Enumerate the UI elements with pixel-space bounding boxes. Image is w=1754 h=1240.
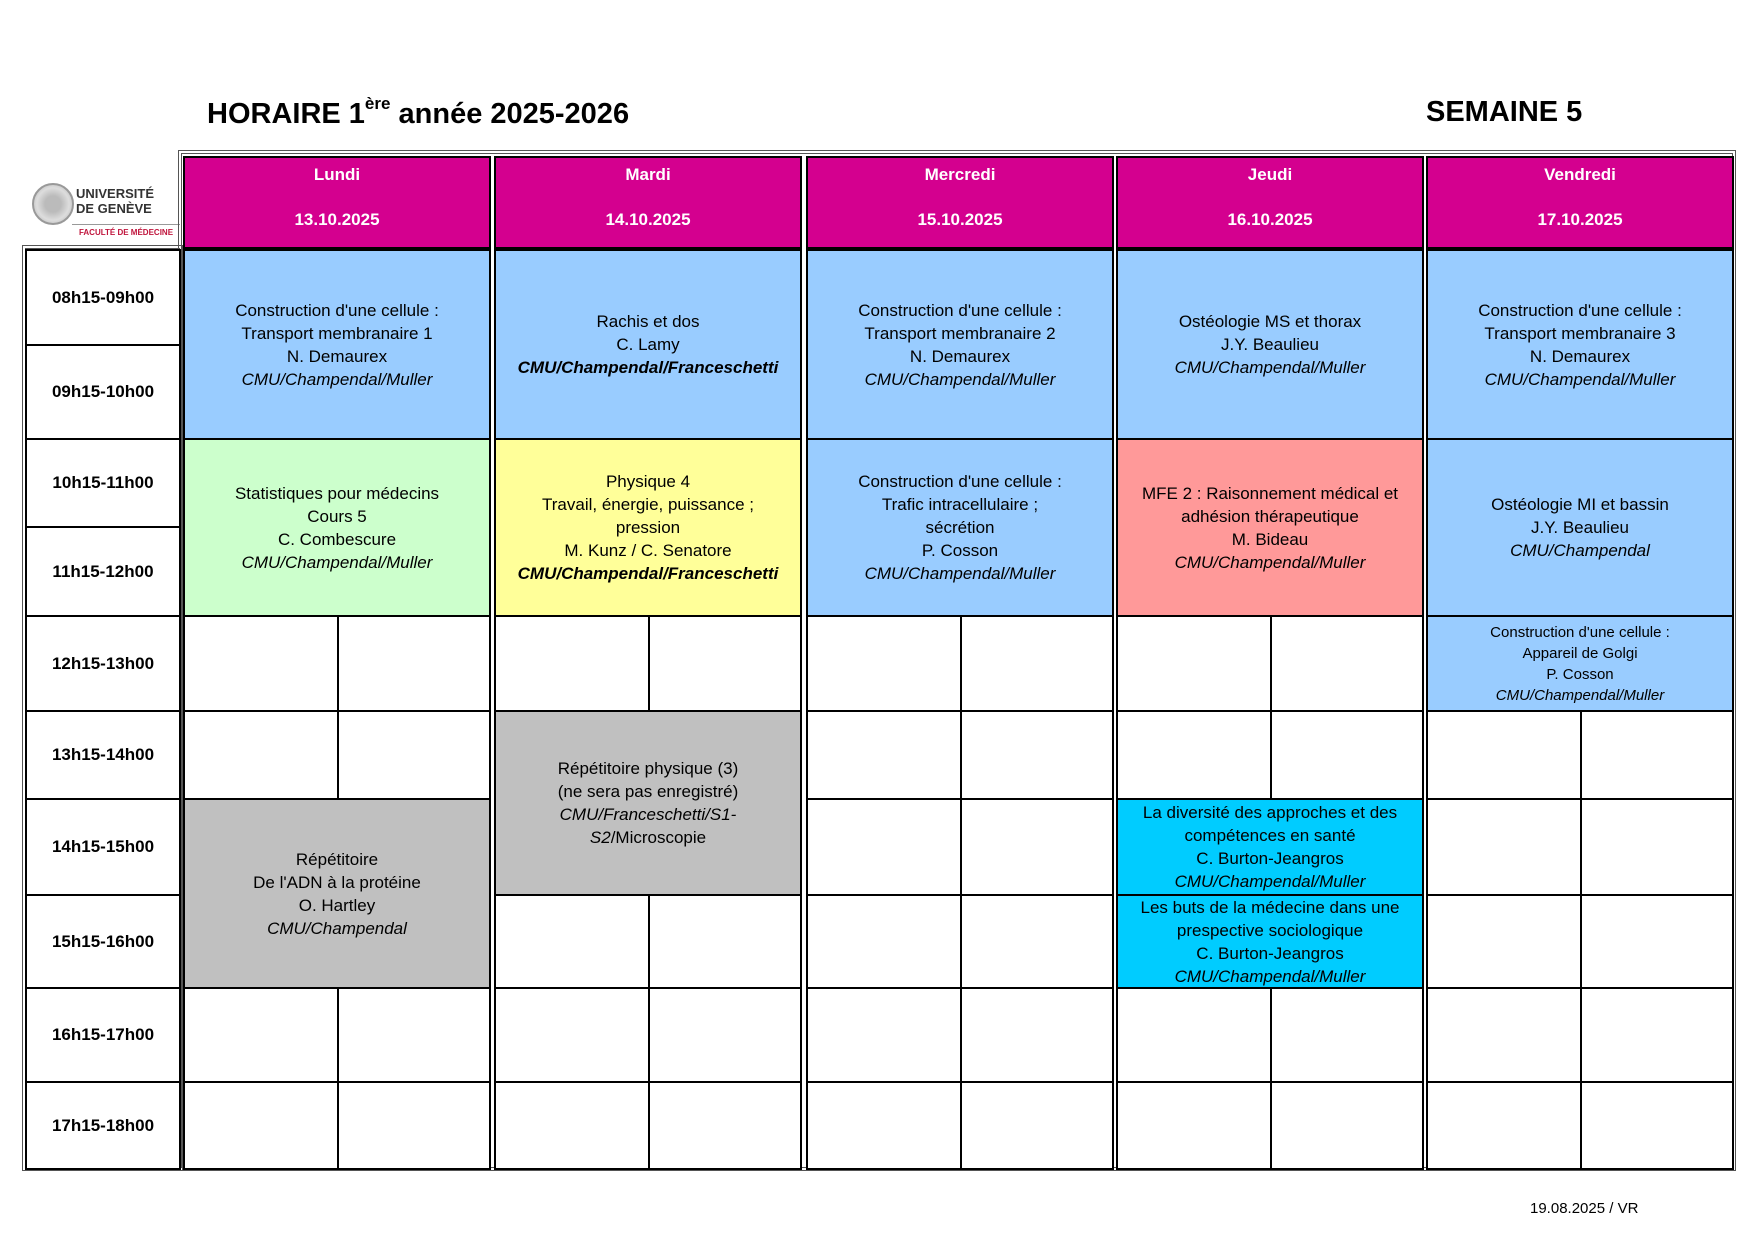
- course-line: [242, 551, 433, 574]
- day-header: Vendredi: [1426, 156, 1734, 194]
- course-text: De l'ADN à la protéine: [253, 872, 421, 892]
- course-text: Construction d'une cellule :: [235, 300, 439, 320]
- course-line: [235, 299, 439, 322]
- course-line: [1546, 664, 1613, 685]
- course-line: [1141, 896, 1400, 919]
- course-line: [1175, 965, 1366, 988]
- course-text: /Microscopie: [610, 828, 707, 847]
- course-line: [926, 516, 995, 539]
- date-header: 14.10.2025: [494, 192, 802, 249]
- course-block[interactable]: [183, 798, 491, 989]
- empty-slot[interactable]: [183, 710, 491, 800]
- course-text: P. Cosson: [1546, 665, 1614, 683]
- course-line: [278, 528, 396, 551]
- course-line: [241, 322, 432, 345]
- empty-slot[interactable]: [1116, 615, 1424, 712]
- time-slot-label: 16h15-17h00: [25, 987, 181, 1083]
- course-text: Statistiques pour médecins: [234, 483, 440, 503]
- course-text: M. Kunz / C. Senatore: [564, 541, 732, 560]
- course-line: [1175, 870, 1366, 893]
- course-text: compétences en santé: [1184, 826, 1356, 845]
- empty-slot[interactable]: [806, 615, 1114, 712]
- slot-divider: [1270, 617, 1272, 710]
- course-text: O. Hartley: [298, 895, 376, 915]
- slot-divider: [337, 1083, 339, 1168]
- course-text: C. Combescure: [277, 529, 397, 549]
- course-line: [616, 333, 679, 356]
- empty-slot[interactable]: [494, 987, 802, 1083]
- date-header: 16.10.2025: [1116, 192, 1424, 249]
- course-text: Transport membranaire 3: [1484, 323, 1676, 343]
- course-text: P. Cosson: [921, 541, 999, 560]
- course-text: CMU/Champendal/Muller: [1174, 552, 1366, 572]
- empty-slot[interactable]: [1116, 987, 1424, 1083]
- empty-slot[interactable]: [183, 615, 491, 712]
- slot-divider: [960, 617, 962, 710]
- course-text: La diversité des approches et des: [1142, 803, 1398, 822]
- course-text: CMU/Champendal/Muller: [1174, 872, 1366, 891]
- course-text: J.Y. Beaulieu: [1531, 518, 1629, 537]
- slot-divider: [960, 989, 962, 1081]
- course-text: CMU/Champendal: [267, 918, 407, 938]
- course-line: [865, 562, 1056, 585]
- course-line: [299, 894, 376, 917]
- course-line: [858, 299, 1062, 322]
- course-line: [1175, 551, 1366, 574]
- course-text: Appareil de Golgi: [1522, 644, 1638, 662]
- day-header: Jeudi: [1116, 156, 1424, 194]
- empty-slot[interactable]: [1426, 1081, 1734, 1170]
- course-text: prespective sociologique: [1176, 920, 1364, 940]
- course-text: Trafic intracellulaire ;: [881, 495, 1039, 514]
- course-text: N. Demaurex: [1529, 346, 1631, 366]
- course-block[interactable]: [1116, 894, 1424, 989]
- course-line: [1175, 356, 1366, 379]
- course-block[interactable]: [494, 438, 802, 617]
- empty-slot[interactable]: [1116, 710, 1424, 800]
- course-text: CMU/Champendal: [1510, 541, 1650, 560]
- course-line: [910, 345, 1010, 368]
- course-text: Transport membranaire 1: [241, 323, 433, 343]
- course-block[interactable]: [494, 249, 802, 440]
- time-slot-label: 15h15-16h00: [25, 894, 181, 989]
- slot-divider: [1270, 1083, 1272, 1168]
- empty-slot[interactable]: [1426, 987, 1734, 1083]
- course-text: CMU/Champendal/Muller: [864, 369, 1056, 389]
- course-text: M. Bideau: [1231, 529, 1309, 549]
- course-block[interactable]: [806, 438, 1114, 617]
- course-line: [865, 368, 1056, 391]
- course-line: [287, 345, 387, 368]
- course-text: S2: [589, 828, 611, 847]
- slot-divider: [1270, 712, 1272, 798]
- day-header: Mercredi: [806, 156, 1114, 194]
- course-line: [1221, 333, 1319, 356]
- slot-divider: [1580, 989, 1582, 1081]
- course-text: CMU/Champendal/Muller: [1174, 966, 1366, 986]
- course-text: Cours 5: [307, 506, 367, 526]
- date-header: 15.10.2025: [806, 192, 1114, 249]
- time-slot-label: 12h15-13h00: [25, 615, 181, 712]
- course-line: [235, 482, 439, 505]
- course-line: [1490, 622, 1670, 643]
- course-line: [1496, 685, 1664, 706]
- course-text: CMU/Champendal/Franceschetti: [517, 564, 779, 583]
- course-text: Rachis et dos: [596, 312, 700, 331]
- time-slot-label: 10h15-11h00: [25, 438, 181, 528]
- course-line: [296, 848, 378, 871]
- empty-slot[interactable]: [806, 894, 1114, 989]
- slot-divider: [1270, 989, 1272, 1081]
- course-text: Travail, énergie, puissance ;: [542, 495, 754, 514]
- slot-divider: [1580, 1083, 1582, 1168]
- course-line: [597, 310, 700, 333]
- course-block[interactable]: [1116, 798, 1424, 896]
- slot-divider: [1580, 896, 1582, 987]
- time-slot-label: 11h15-12h00: [25, 526, 181, 617]
- course-text: Physique 4: [605, 472, 691, 491]
- course-line: [560, 803, 737, 826]
- course-line: [590, 826, 706, 849]
- course-line: [1531, 516, 1629, 539]
- time-slot-label: 13h15-14h00: [25, 710, 181, 800]
- date-header: 13.10.2025: [183, 192, 491, 249]
- course-text: Construction d'une cellule :: [1478, 300, 1682, 320]
- course-text: pression: [615, 518, 681, 537]
- title-superscript: ère: [364, 94, 391, 113]
- course-line: [606, 470, 690, 493]
- empty-slot[interactable]: [494, 894, 802, 989]
- course-text: adhésion thérapeutique: [1181, 506, 1359, 526]
- course-text: J.Y. Beaulieu: [1221, 335, 1319, 354]
- course-line: [1232, 528, 1309, 551]
- time-slot-label: 17h15-18h00: [25, 1081, 181, 1170]
- page-title: [207, 94, 630, 131]
- course-block[interactable]: [1116, 249, 1424, 440]
- course-text: CMU/Champendal/Muller: [241, 552, 433, 572]
- slot-divider: [960, 712, 962, 798]
- course-line: [518, 562, 779, 585]
- course-line: [564, 539, 731, 562]
- course-line: [518, 356, 779, 379]
- course-line: [242, 368, 433, 391]
- course-line: [558, 780, 738, 803]
- seal-icon: [32, 183, 74, 225]
- course-line: [1196, 847, 1343, 870]
- course-block[interactable]: [1426, 438, 1734, 617]
- course-line: [1181, 505, 1359, 528]
- course-text: C. Lamy: [616, 335, 680, 354]
- course-line: [1484, 322, 1675, 345]
- course-line: [1179, 310, 1361, 333]
- course-block[interactable]: [1426, 249, 1734, 440]
- empty-slot[interactable]: [1426, 798, 1734, 896]
- empty-slot[interactable]: [1426, 894, 1734, 989]
- course-text: N. Demaurex: [909, 346, 1011, 366]
- course-text: MFE 2 : Raisonnement médical et: [1141, 483, 1399, 503]
- time-slot-label: 08h15-09h00: [25, 249, 181, 346]
- course-line: [1530, 345, 1630, 368]
- slot-divider: [648, 617, 650, 710]
- course-text: Ostéologie MS et thorax: [1178, 312, 1362, 331]
- slot-divider: [337, 989, 339, 1081]
- course-line: [1177, 919, 1363, 942]
- logo-line2: DE GENÈVE: [76, 201, 152, 216]
- course-block[interactable]: [183, 249, 491, 440]
- course-line: [1184, 824, 1355, 847]
- slot-divider: [960, 1083, 962, 1168]
- course-block[interactable]: [494, 710, 802, 896]
- course-line: [1485, 368, 1676, 391]
- slot-divider: [960, 800, 962, 894]
- logo-line1: UNIVERSITÉ: [76, 186, 155, 201]
- course-text: CMU/Champendal/Muller: [1174, 358, 1366, 377]
- course-text: Construction d'une cellule :: [858, 472, 1062, 491]
- course-text: Construction d'une cellule :: [1490, 623, 1670, 641]
- course-line: [864, 322, 1055, 345]
- course-text: C. Burton-Jeangros: [1196, 943, 1344, 963]
- course-text: Les buts de la médecine dans une: [1140, 897, 1400, 917]
- course-line: [1510, 539, 1650, 562]
- title-main: HORAIRE 1: [207, 98, 365, 130]
- university-logo: [30, 180, 180, 240]
- course-line: [1142, 482, 1398, 505]
- course-text: sécrétion: [925, 518, 995, 537]
- course-text: CMU/Champendal/Muller: [864, 564, 1056, 583]
- course-text: Ostéologie MI et bassin: [1491, 495, 1669, 514]
- empty-slot[interactable]: [806, 1081, 1114, 1170]
- slot-divider: [648, 896, 650, 987]
- course-line: [922, 539, 998, 562]
- course-text: CMU/Champendal/Franceschetti: [517, 358, 779, 377]
- empty-slot[interactable]: [183, 1081, 491, 1170]
- slot-divider: [960, 896, 962, 987]
- time-slot-label: 09h15-10h00: [25, 344, 181, 440]
- course-text: CMU/Franceschetti/S1-: [559, 805, 737, 824]
- course-line: [1491, 493, 1669, 516]
- course-line: [616, 516, 680, 539]
- logo-faculty: FACULTÉ DE MÉDECINE: [72, 224, 180, 237]
- slot-divider: [337, 617, 339, 710]
- course-line: [267, 917, 407, 940]
- day-header: Mardi: [494, 156, 802, 194]
- course-line: [858, 470, 1062, 493]
- footer-version: 19.08.2025 / VR: [1530, 1200, 1639, 1217]
- course-block[interactable]: [183, 438, 491, 617]
- date-header: 17.10.2025: [1426, 192, 1734, 249]
- course-line: [542, 493, 754, 516]
- empty-slot[interactable]: [494, 1081, 802, 1170]
- title-rest: année 2025-2026: [390, 98, 630, 130]
- course-line: [1522, 643, 1637, 664]
- course-block[interactable]: [1426, 615, 1734, 712]
- course-text: CMU/Champendal/Muller: [1495, 686, 1665, 704]
- slot-divider: [337, 712, 339, 798]
- slot-divider: [1580, 712, 1582, 798]
- course-line: [307, 505, 367, 528]
- empty-slot[interactable]: [1116, 1081, 1424, 1170]
- course-block[interactable]: [1116, 438, 1424, 617]
- course-text: CMU/Champendal/Muller: [241, 369, 433, 389]
- course-text: Répétitoire: [295, 849, 379, 869]
- course-text: Construction d'une cellule :: [858, 300, 1062, 320]
- slot-divider: [1580, 800, 1582, 894]
- week-label: SEMAINE 5: [1426, 96, 1583, 128]
- empty-slot[interactable]: [806, 710, 1114, 800]
- course-line: [1196, 942, 1343, 965]
- course-text: Répétitoire physique (3): [557, 759, 739, 778]
- day-header: Lundi: [183, 156, 491, 194]
- empty-slot[interactable]: [806, 987, 1114, 1083]
- course-line: [253, 871, 421, 894]
- slot-divider: [648, 989, 650, 1081]
- course-line: [882, 493, 1038, 516]
- course-text: Transport membranaire 2: [864, 323, 1056, 343]
- course-block[interactable]: [806, 249, 1114, 440]
- empty-slot[interactable]: [1426, 710, 1734, 800]
- course-text: (ne sera pas enregistré): [557, 782, 739, 801]
- empty-slot[interactable]: [494, 615, 802, 712]
- time-slot-label: 14h15-15h00: [25, 798, 181, 896]
- course-line: [1478, 299, 1682, 322]
- course-line: [558, 757, 738, 780]
- course-line: [1143, 801, 1397, 824]
- course-text: N. Demaurex: [286, 346, 388, 366]
- slot-divider: [648, 1083, 650, 1168]
- course-text: CMU/Champendal/Muller: [1484, 369, 1676, 389]
- empty-slot[interactable]: [183, 987, 491, 1083]
- empty-slot[interactable]: [806, 798, 1114, 896]
- course-text: C. Burton-Jeangros: [1196, 849, 1344, 868]
